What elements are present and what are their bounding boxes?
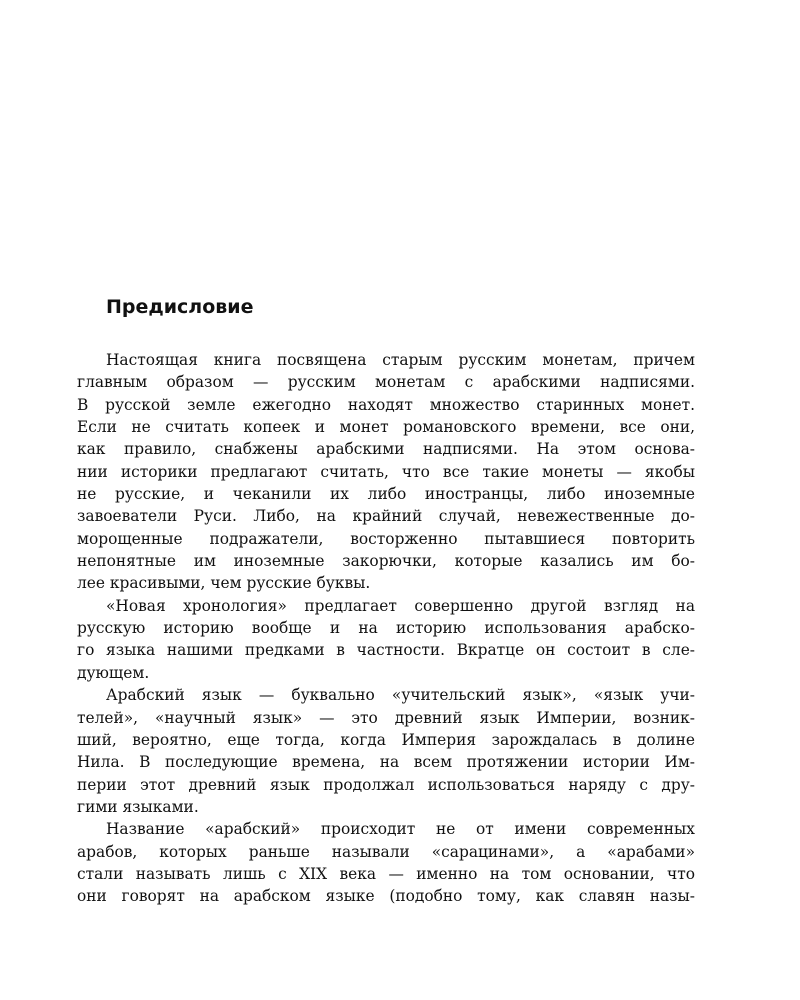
- text-line: Если не считать копеек и монет романовского времени, все они,: [77, 418, 695, 437]
- text-line: го языка нашими предками в частности. Вкратце он состоит в сле-: [77, 641, 695, 660]
- text-line: главным образом — русским монетам с арабскими надписями.: [77, 373, 695, 392]
- text-line: телей», «научный язык» — это древний язык Империи, возник-: [77, 708, 695, 727]
- text-line: не русские, и чеканили их либо иностранцы, либо иноземные: [77, 485, 695, 504]
- text-line: завоеватели Руси. Либо, на крайний случай, невежественные до-: [77, 507, 695, 526]
- text-line: они говорят на арабском языке (подобно тому, как славян назы-: [77, 887, 695, 906]
- text-line: гими языками.: [77, 797, 199, 816]
- text-line: нии историки предлагают считать, что все такие монеты — якобы: [77, 462, 695, 481]
- text-line: перии этот древний язык продолжал использоваться наряду с дру-: [77, 775, 695, 794]
- text-line: дующем.: [77, 663, 150, 682]
- text-line: лее красивыми, чем русские буквы.: [77, 574, 371, 593]
- text-line: арабов, которых раньше называли «сарацинами», а «арабами»: [77, 842, 695, 861]
- text-line: непонятные им иноземные закорючки, которые казались им бо-: [77, 552, 695, 571]
- text-line: Нила. В последующие времена, на всем протяжении истории Им-: [77, 753, 695, 772]
- text-line: В русской земле ежегодно находят множество старинных монет.: [77, 395, 695, 414]
- text-line: морощенные подражатели, восторженно пытавшиеся повторить: [77, 529, 695, 548]
- text-line: Настоящая книга посвящена старым русским монетам, причем: [106, 351, 695, 369]
- chapter-heading: Предисловие: [106, 296, 254, 318]
- body-text: [77, 349, 695, 908]
- text-line: стали называть лишь с XIX века — именно на том основании, что: [77, 864, 695, 883]
- text-line: Название «арабский» происходит не от имени современных: [106, 820, 695, 839]
- text-line: как правило, снабжены арабскими надписями. На этом основа-: [77, 440, 695, 459]
- text-line: «Новая хронология» предлагает совершенно другой взгляд на: [106, 596, 695, 615]
- text-line: русскую историю вообще и на историю использования арабско-: [77, 619, 695, 638]
- text-line: Арабский язык — буквально «учительский язык», «язык учи-: [106, 686, 695, 705]
- text-line: ший, вероятно, еще тогда, когда Империя зарождалась в долине: [77, 730, 695, 749]
